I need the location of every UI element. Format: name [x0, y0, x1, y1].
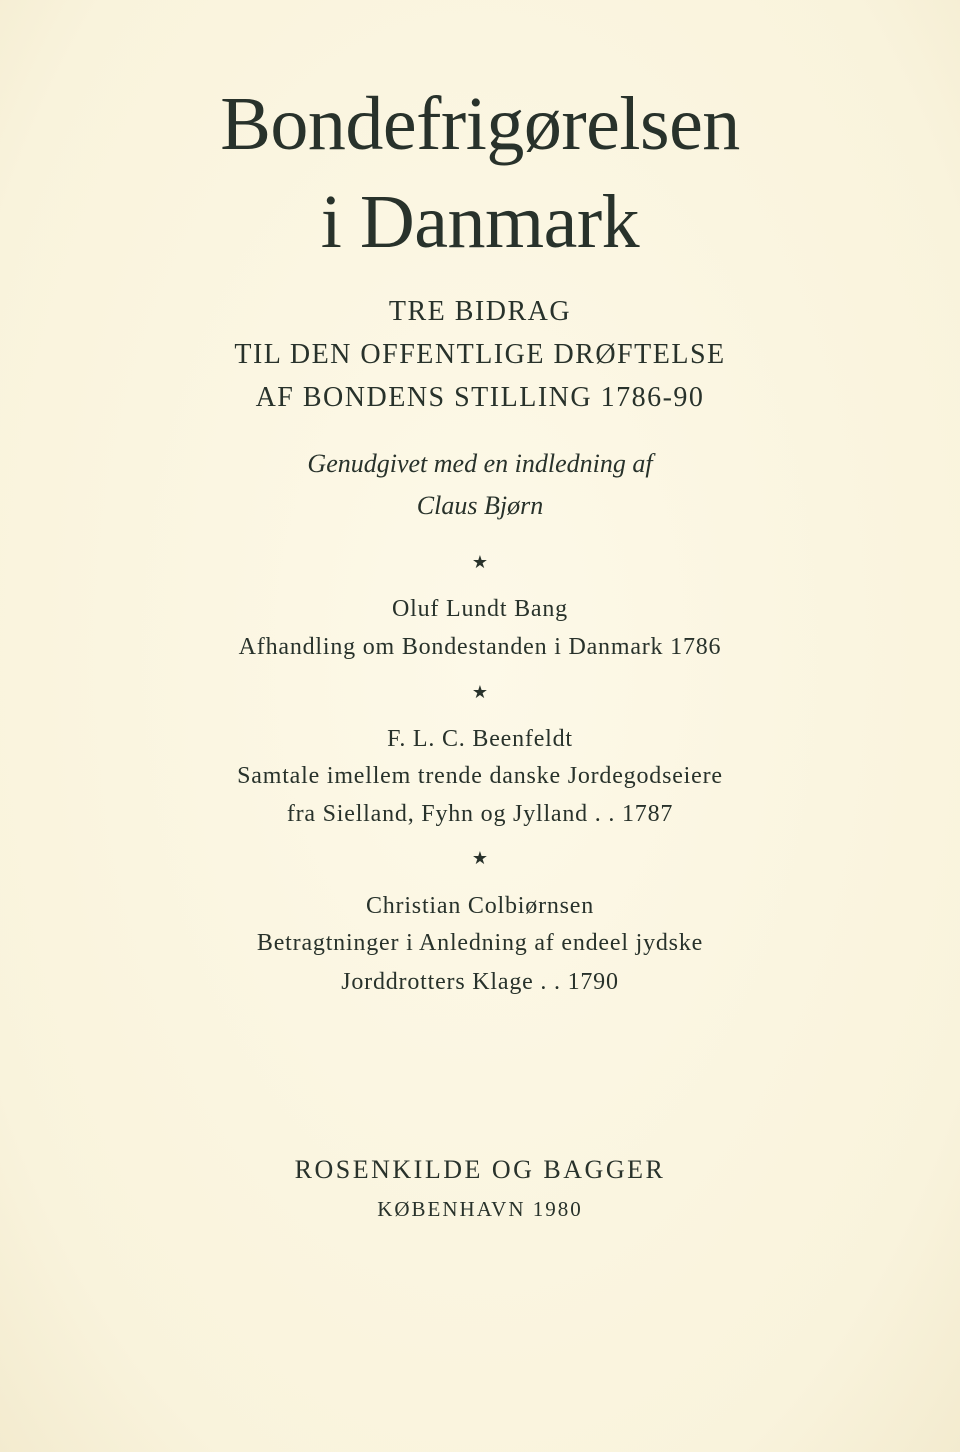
subtitle-line-1: TRE BIDRAG — [388, 296, 572, 327]
work-2-title-line-1: Samtale imellem trende danske Jordegodseiere — [237, 763, 723, 789]
work-2-author: F. L. C. Beenfeldt — [387, 726, 573, 752]
publisher: ROSENKILDE OG BAGGER — [294, 1155, 666, 1184]
work-1-title: Afhandling om Bondestanden i Danmark 1786 — [238, 634, 722, 660]
work-3-author: Christian Colbiørnsen — [365, 893, 595, 919]
work-2-title-line-2: fra Sielland, Fyhn og Jylland . . 1787 — [286, 801, 674, 827]
star-separator: ★ — [471, 552, 489, 572]
star-separator: ★ — [471, 682, 489, 702]
subtitle-line-2: TIL DEN OFFENTLIGE DRØFTELSE — [234, 339, 726, 370]
imprint: KØBENHAVN 1980 — [377, 1197, 583, 1221]
subtitle-line-3: AF BONDENS STILLING 1786-90 — [255, 382, 705, 413]
work-3-title-line-2: Jorddrotters Klage . . 1790 — [341, 969, 619, 995]
star-separator: ★ — [471, 848, 489, 868]
book-title-line-2: i Danmark — [320, 180, 640, 264]
editor-line: Genudgivet med en indledning af — [307, 449, 653, 478]
work-1-author: Oluf Lundt Bang — [392, 596, 568, 622]
editor-name: Claus Bjørn — [416, 491, 544, 520]
book-title-line-1: Bondefrigørelsen — [220, 82, 740, 166]
work-3-title-line-1: Betragtninger i Anledning af endeel jydske — [256, 930, 704, 956]
